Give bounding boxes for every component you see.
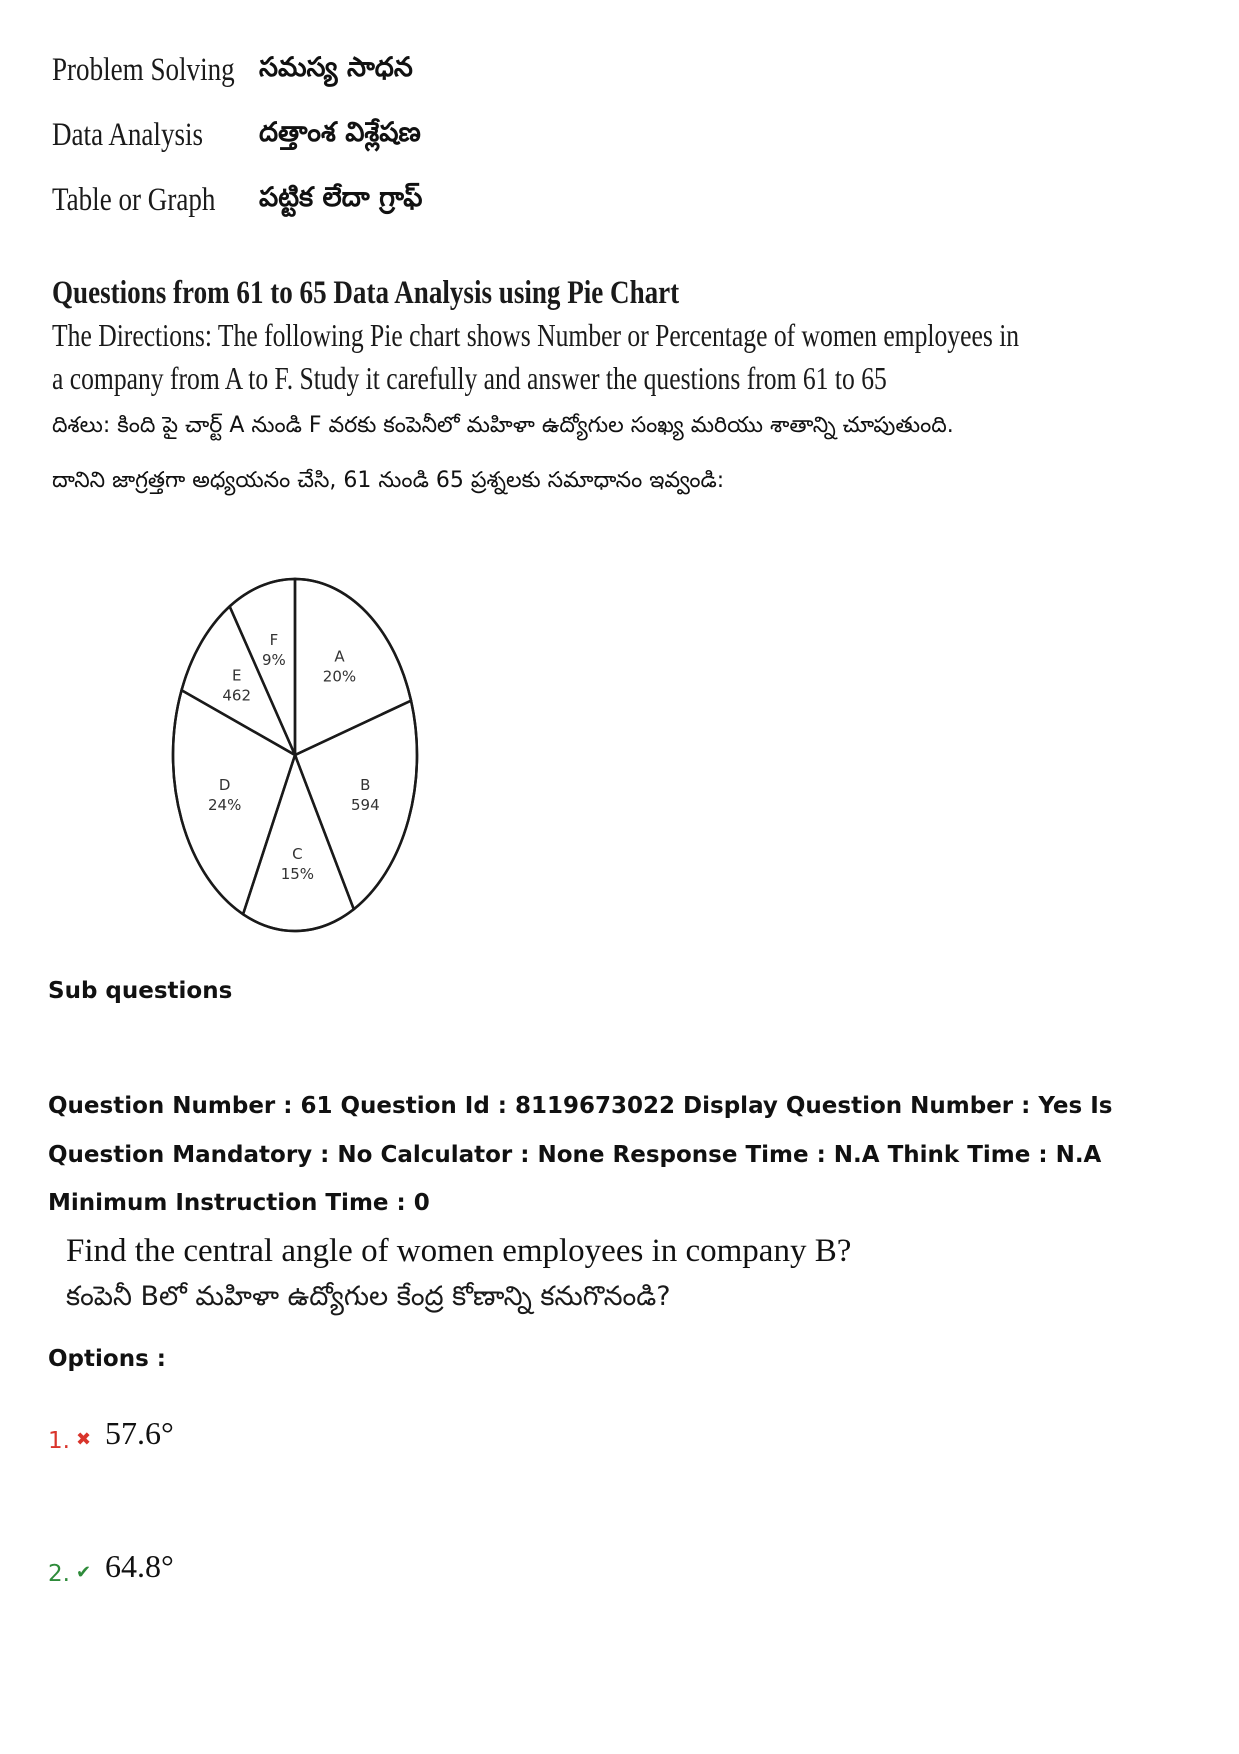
pie-slice-value: 24% xyxy=(207,796,242,815)
pie-slice-label: C xyxy=(292,845,303,864)
pie-chart xyxy=(160,575,430,945)
pie-slice-value: 20% xyxy=(322,667,357,686)
question-text-en: Find the central angle of women employees in company B? xyxy=(66,1233,852,1269)
question-text-te: కంపెనీ Bలో మహిళా ఉద్యోగుల కేంద్ర కోణాన్ని కనుగొనండి? xyxy=(66,1281,671,1312)
glossary-row xyxy=(52,168,422,233)
pie-slice-value: 15% xyxy=(280,865,315,884)
question-meta: Question Number : 61 Question Id : 8119673022 Display Question Number : Yes Is Question Mandatory : No Calculator : None Response Time : N.A Think Time : N.A Minimum Instruction Time : 0 xyxy=(48,1093,1113,1216)
cross-icon: ✖ xyxy=(75,1429,92,1450)
option-value: 57.6° xyxy=(105,1415,174,1451)
sub-questions-label: Sub questions xyxy=(48,978,233,1004)
glossary-term-en: Data Analysis xyxy=(52,117,204,153)
pie-slice-label: E xyxy=(231,666,242,685)
directions-telugu-line: దిశలు: కింది పై చార్ట్ A నుండి F వరకు కంపెనీలో మహిళా ఉద్యోగుల సంఖ్య మరియు శాతాన్ని చూపుతుంది. xyxy=(52,413,954,438)
directions-telugu-line: దానిని జాగ్రత్తగా అధ్యయనం చేసి, 61 నుండి 65 ప్రశ్నలకు సమాధానం ఇవ్వండి: xyxy=(52,468,725,493)
options-label: Options : xyxy=(48,1346,166,1372)
check-icon: ✔ xyxy=(75,1562,92,1583)
option-2[interactable] xyxy=(48,1548,174,1587)
option-1[interactable] xyxy=(48,1415,174,1454)
pie-slice-label: A xyxy=(334,647,345,666)
directions-line: a company from A to F. Study it carefully and answer the questions from 61 to 65 xyxy=(52,360,887,396)
glossary-row xyxy=(52,38,422,103)
question xyxy=(66,1228,851,1320)
glossary-term-te: పట్టిక లేదా గ్రాఫ్ xyxy=(259,181,423,213)
glossary-row xyxy=(52,103,422,168)
pie-slice-label: B xyxy=(360,776,371,795)
glossary-term-te: సమస్య సాధన xyxy=(259,51,413,83)
pie-slice-value: 9% xyxy=(261,651,286,670)
pie-slice-value: 462 xyxy=(222,686,252,705)
option-number: 1. xyxy=(48,1428,70,1454)
option-value: 64.8° xyxy=(105,1548,174,1584)
pie-slice-label: F xyxy=(269,631,279,650)
pie-slice-value: 594 xyxy=(351,796,380,815)
glossary xyxy=(52,38,422,233)
directions-block xyxy=(52,272,1052,510)
glossary-term-en: Table or Graph xyxy=(52,182,216,218)
glossary-term-te: దత్తాంశ విశ్లేషణ xyxy=(259,116,421,148)
option-number: 2. xyxy=(48,1561,70,1587)
directions-line: The Directions: The following Pie chart shows Number or Percentage of women employees in xyxy=(52,317,1020,353)
glossary-term-en: Problem Solving xyxy=(52,52,235,88)
directions-heading: Questions from 61 to 65 Data Analysis using Pie Chart xyxy=(52,275,680,311)
pie-slice-label: D xyxy=(218,776,231,795)
